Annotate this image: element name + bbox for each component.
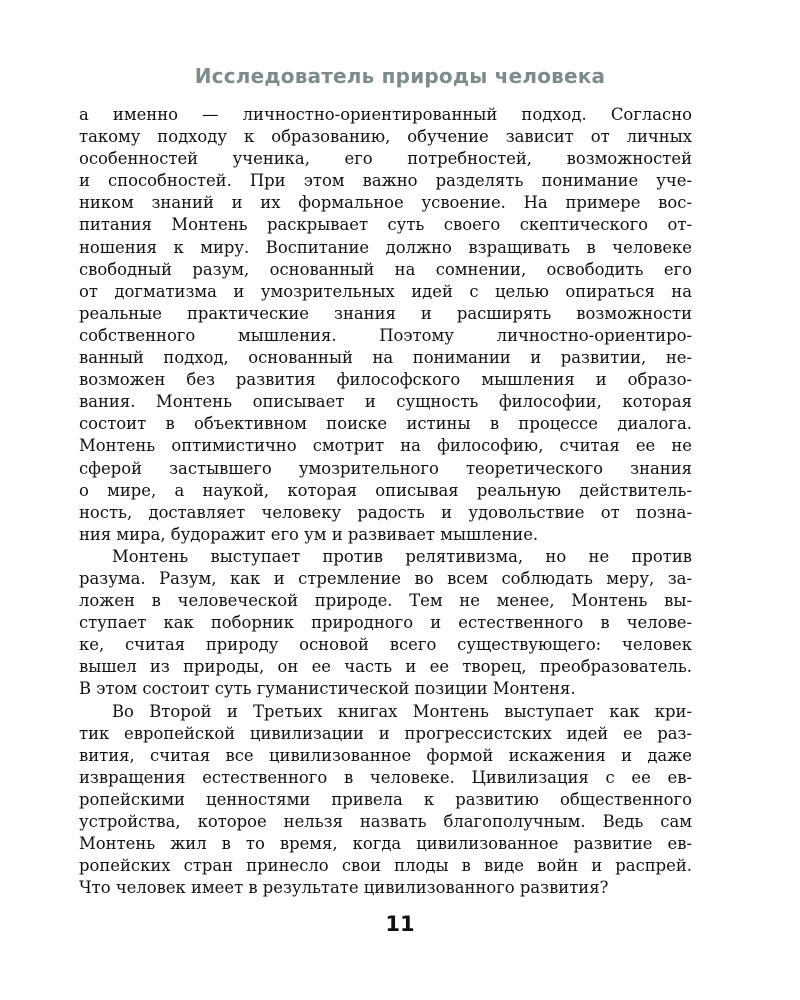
text-line: такому подходу к образованию, обучение зависит от личных: [79, 127, 692, 147]
text-line: тик европейской цивилизации и прогрессистских идей ее раз-: [79, 723, 692, 743]
text-line: ке, считая природу основой всего существующего: человек: [79, 635, 692, 655]
text-line: от догматизма и умозрительных идей с целью опираться на: [79, 281, 692, 301]
text-line: извращения естественного в человеке. Цивилизация с ее ев-: [79, 767, 692, 787]
text-line: разума. Разум, как и стремление во всем соблюдать меру, за-: [79, 568, 692, 588]
text-line: вития, считая все цивилизованное формой искажения и даже: [79, 745, 692, 765]
text-line: В этом состоит суть гуманистической позиции Монтеня.: [79, 679, 576, 699]
text-line: реальные практические знания и расширять возможности: [79, 303, 692, 323]
text-line: вышел из природы, он ее часть и ее творец, преобразователь.: [79, 657, 692, 677]
text-line: ропейскими ценностями привела к развитию общественного: [79, 789, 692, 809]
text-line: питания Монтень раскрывает суть своего скептического от-: [79, 215, 692, 235]
text-line: сферой застывшего умозрительного теоретического знания: [79, 458, 692, 478]
page-number: 11: [385, 912, 415, 936]
paragraph-2: [79, 546, 692, 701]
text-line: собственного мышления. Поэтому личностно-ориентиро-: [79, 325, 692, 345]
text-line: и способностей. При этом важно разделять понимание уче-: [79, 171, 692, 191]
running-title: Исследователь природы человека: [194, 64, 606, 88]
text-line: ношения к миру. Воспитание должно взращивать в человеке: [79, 237, 692, 257]
text-line: а именно — личностно-ориентированный подход. Согласно: [79, 105, 692, 124]
text-line: Что человек имеет в результате цивилизованного развития?: [79, 878, 609, 898]
text-line: ванный подход, основанный на понимании и развитии, не-: [79, 348, 692, 368]
text-line: Монтень выступает против релятивизма, но не против: [112, 546, 692, 566]
text-line: ступает как поборник природного и естественного в челове-: [79, 613, 692, 633]
text-line: ложен в человеческой природе. Тем не менее, Монтень вы-: [79, 591, 692, 611]
text-line: о мире, а наукой, которая описывая реальную действитель-: [79, 480, 692, 500]
paragraph-3: [79, 701, 692, 900]
text-line: ния мира, будоражит его ум и развивает мышление.: [79, 524, 539, 544]
text-line: Во Второй и Третьих книгах Монтень выступает как кри-: [112, 701, 692, 721]
text-line: ность, доставляет человеку радость и удовольствие от позна-: [79, 502, 692, 522]
text-line: Монтень жил в то время, когда цивилизованное развитие ев-: [79, 834, 692, 854]
text-line: устройства, которое нельзя назвать благополучным. Ведь сам: [79, 812, 692, 831]
text-line: возможен без развития философского мышления и образо-: [79, 370, 692, 390]
paragraph-1: [79, 104, 692, 546]
text-line: особенностей ученика, его потребностей, возможностей: [79, 149, 692, 169]
text-line: состоит в объективном поиске истины в процессе диалога.: [79, 414, 692, 434]
text-line: ником знаний и их формальное усвоение. На примере вос-: [79, 193, 692, 213]
text-line: ропейских стран принесло свои плоды в виде войн и распрей.: [79, 856, 692, 876]
body-text: [79, 104, 692, 899]
text-line: свободный разум, основанный на сомнении, освободить его: [79, 259, 692, 279]
text-line: Монтень оптимистично смотрит на философию, считая ее не: [79, 436, 692, 456]
text-line: вания. Монтень описывает и сущность философии, которая: [79, 392, 692, 412]
